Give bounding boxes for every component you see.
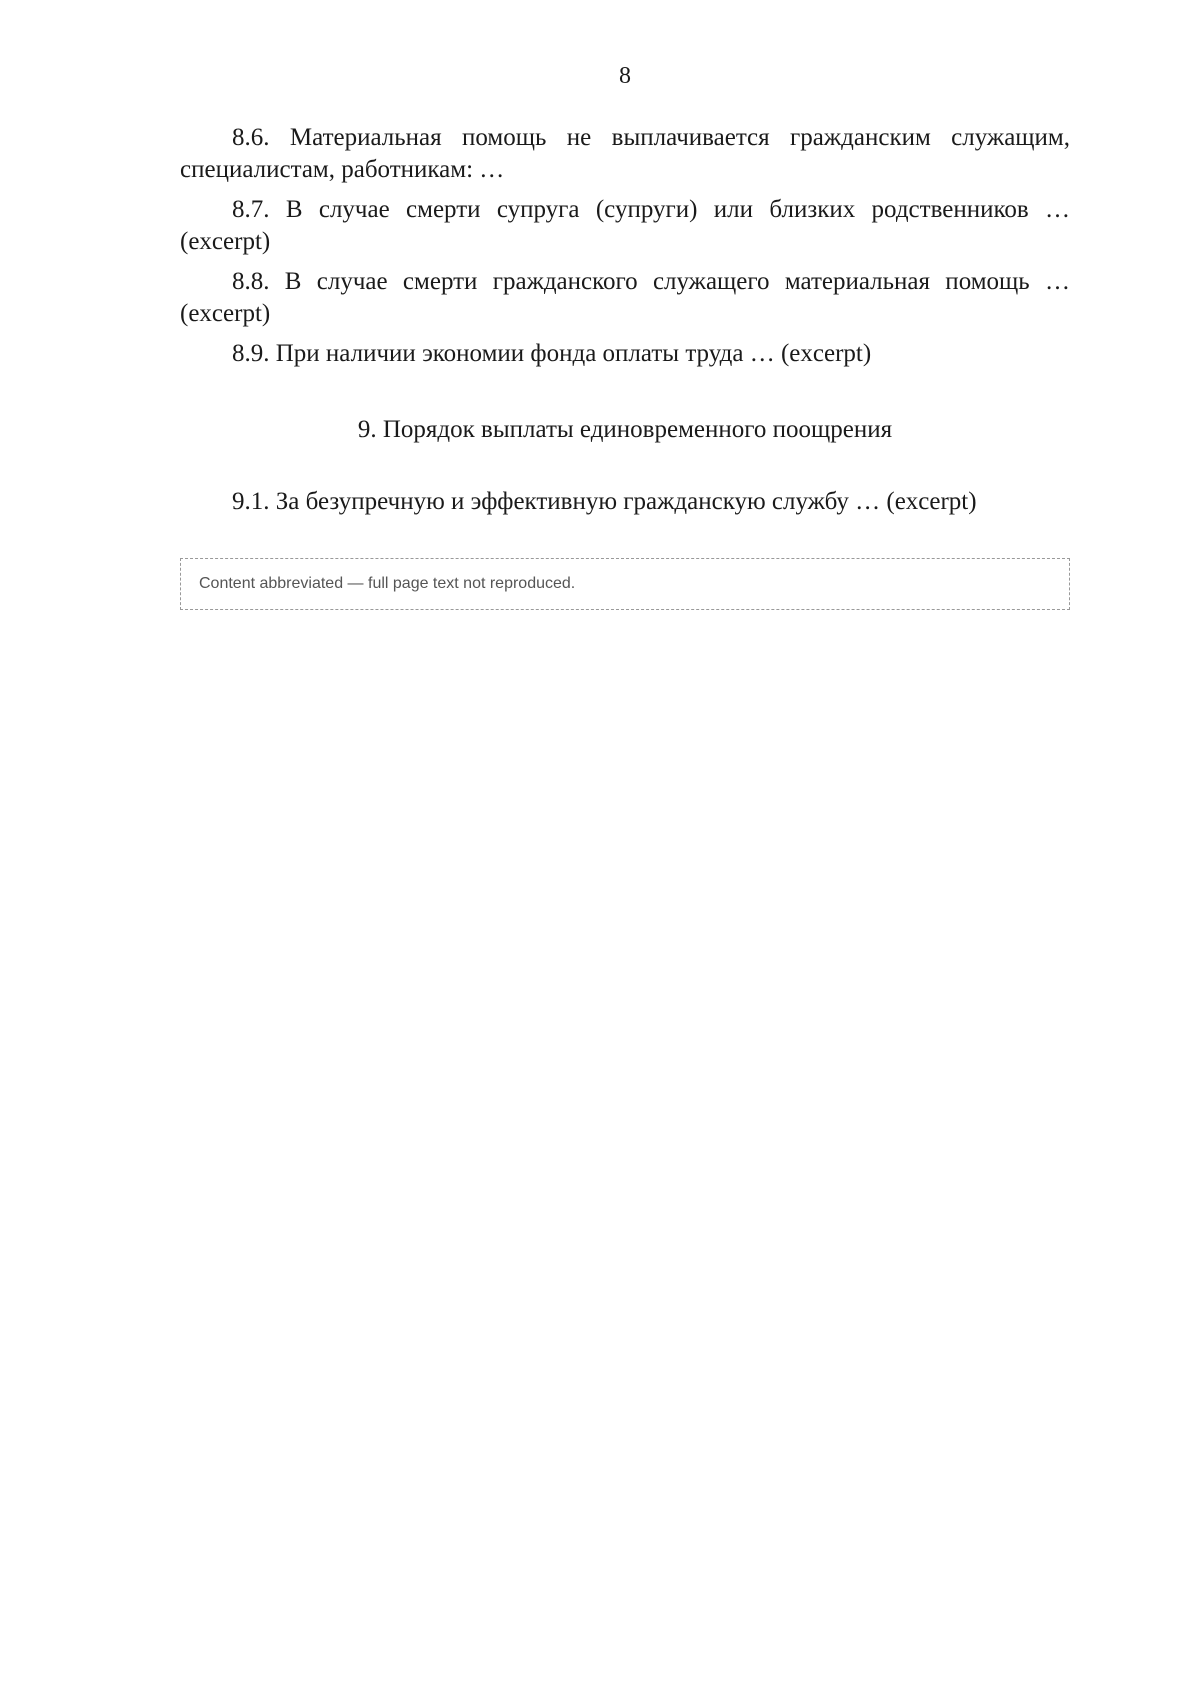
page-number: 8 bbox=[619, 63, 631, 89]
paragraph-8-7: 8.7. В случае смерти супруга (супруги) или близких родственников … (excerpt) bbox=[180, 196, 1070, 255]
section-title: 9. Порядок выплаты единовременного поощрения bbox=[357, 416, 893, 443]
body-text bbox=[180, 122, 1070, 518]
paragraph-9-1: 9.1. За безупречную и эффективную гражданскую службу … (excerpt) bbox=[232, 488, 977, 515]
paragraph-8-8: 8.8. В случае смерти гражданского служащего материальная помощь … (excerpt) bbox=[180, 268, 1070, 327]
abbreviation-note: Content abbreviated — full page text not reproduced. bbox=[180, 558, 1070, 610]
paragraph-8-9: 8.9. При наличии экономии фонда оплаты труда … (excerpt) bbox=[232, 340, 872, 367]
paragraph-8-6: 8.6. Материальная помощь не выплачивается гражданским служащим, специалистам, работникам: … bbox=[180, 124, 1070, 183]
